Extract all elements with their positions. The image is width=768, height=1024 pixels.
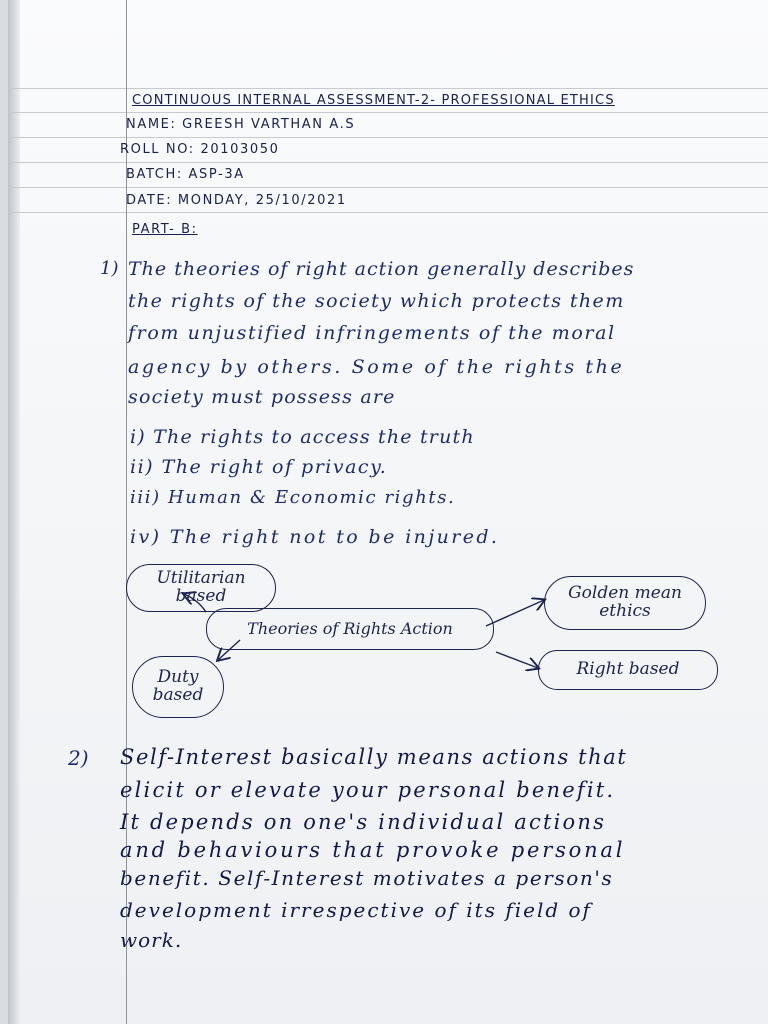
arrow-to-golden-mean — [486, 600, 544, 626]
answer-1-line-4: agency by others. Some of the rights the — [128, 356, 625, 378]
answer-2-line-1: Self-Interest basically means actions that — [120, 745, 628, 769]
answer-1-line-3: from unjustified infringements of the moral — [128, 322, 616, 344]
rights-list-item-1: i) The rights to access the truth — [130, 426, 475, 448]
utilitarian-based-bubble: Utilitarian based — [126, 564, 276, 612]
question-number-2: 2) — [68, 746, 89, 770]
answer-2-line-5: benefit. Self-Interest motivates a person's — [120, 866, 614, 890]
answer-2-line-3: It depends on one's individual actions — [120, 810, 607, 834]
answer-1-line-1: The theories of right action generally describes — [128, 258, 635, 280]
answer-1-line-2: the rights of the society which protects them — [128, 290, 625, 312]
question-number-1: 1) — [100, 258, 119, 279]
answer-2-line-4: and behaviours that provoke personal — [120, 838, 626, 862]
rights-list-item-2: ii) The right of privacy. — [130, 456, 388, 478]
student-name: NAME: GREESH VARTHAN A.S — [126, 117, 356, 132]
golden-mean-ethics-bubble: Golden mean ethics — [544, 576, 706, 630]
rights-list-item-3: iii) Human & Economic rights. — [130, 487, 456, 508]
part-label: PART- B: — [132, 222, 198, 237]
arrow-to-right-based — [496, 652, 538, 668]
duty-based-bubble: Duty based — [132, 656, 224, 718]
date: DATE: MONDAY, 25/10/2021 — [126, 193, 347, 208]
theories-of-rights-action-bubble: Theories of Rights Action — [206, 608, 494, 650]
answer-2-line-2: elicit or elevate your personal benefit. — [120, 778, 616, 802]
answer-2-line-7: work. — [120, 928, 183, 952]
batch: BATCH: ASP-3A — [126, 167, 245, 182]
answer-1-line-5: society must possess are — [128, 386, 396, 408]
roll-number: ROLL NO: 20103050 — [120, 142, 280, 157]
notebook-page — [8, 0, 768, 1024]
rights-list-item-4: iv) The right not to be injured. — [130, 526, 500, 548]
assessment-title: CONTINUOUS INTERNAL ASSESSMENT-2- PROFESSIONAL ETHICS — [132, 93, 615, 108]
answer-2-line-6: development irrespective of its field of — [120, 898, 592, 922]
right-based-bubble: Right based — [538, 650, 718, 690]
